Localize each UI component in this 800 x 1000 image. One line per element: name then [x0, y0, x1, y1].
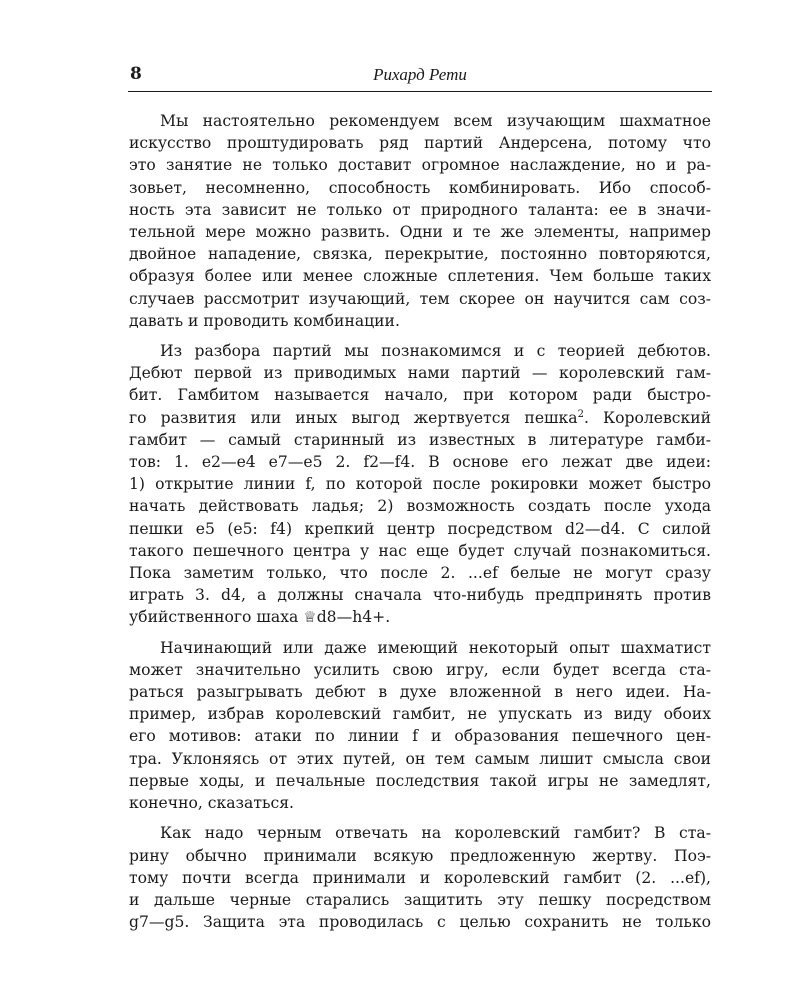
- text-line: конечно, сказаться.: [129, 794, 294, 813]
- text-line: тельной мере можно развить. Одни и те же элементы, например: [129, 223, 711, 242]
- text-line: гамбит — самый старинный из известных в литературе гамби-: [129, 430, 711, 449]
- text-segment: d8—h4+.: [316, 608, 391, 627]
- text-line: первые ходы, и печальные последствия такой игры не замедлят,: [129, 771, 711, 790]
- text-segment: го развития или иных выгод жертвуется пешка: [129, 408, 578, 427]
- text-line: Дебют первой из приводимых нами партий — королевский гам-: [129, 364, 711, 383]
- text-line: тов: 1. e2—e4 e7—e5 2. f2—f4. В основе его лежат две идеи:: [129, 453, 711, 472]
- text-line: начать действовать ладья; 2) возможность создать после ухода: [129, 497, 711, 516]
- text-line: тра. Уклоняясь от этих путей, он тем самым лишит смысла свои: [129, 749, 711, 768]
- text-line: Начинающий или даже имеющий некоторый опыт шахматист: [160, 638, 711, 657]
- text-line: может значительно усилить свою игру, если будет всегда ста-: [129, 660, 711, 679]
- text-line: его мотивов: атаки по линии f и образования пешечного цен-: [129, 727, 711, 746]
- paragraph-2: [129, 340, 711, 629]
- text-line: бит. Гамбитом называется начало, при котором ради быстро-: [129, 386, 711, 405]
- text-line: Пока заметим только, что после 2. ...ef белые не могут сразу: [129, 564, 711, 583]
- text-line: Из разбора партий мы познакомимся и с теорией дебютов.: [160, 342, 711, 361]
- text-line: зовьет, несомненно, способность комбинировать. Ибо способ-: [129, 178, 711, 197]
- text-line: и дальше черные старались защитить эту пешку посредством: [129, 890, 711, 909]
- header-rule: [128, 91, 712, 92]
- text-line: образуя более или менее сложные сплетения. Чем больше таких: [129, 267, 711, 286]
- text-line: случаев рассмотрит изучающий, тем скорее он научится сам соз-: [129, 289, 711, 308]
- text-line: тому почти всегда принимали и королевский гамбит (2. ...ef),: [129, 868, 711, 887]
- text-line: давать и проводить комбинации.: [129, 311, 400, 330]
- running-title: Рихард Рети: [373, 65, 467, 84]
- text-line: ность эта зависит не только от природного таланта: ее в значи-: [129, 200, 711, 219]
- page-header: [128, 64, 712, 90]
- text-line: пример, избрав королевский гамбит, не упускать из виду обоих: [129, 705, 711, 724]
- text-line: раться разыгрывать дебют в духе вложенной в него идеи. На-: [129, 683, 711, 702]
- text-line: Мы настоятельно рекомендуем всем изучающим шахматное: [160, 112, 711, 130]
- page-number: 8: [130, 64, 142, 84]
- paragraph-4: [129, 822, 711, 933]
- text-line: искусство проштудировать ряд партий Андерсена, потому что: [129, 134, 711, 153]
- footnote-mark: 2: [577, 408, 584, 420]
- text-line: играть 3. d4, а должны сначала что-нибудь предпринять против: [129, 586, 711, 605]
- paragraph-1: [129, 110, 711, 332]
- text-line: рину обычно принимали всякую предложенную жертву. Поэ-: [129, 846, 711, 865]
- text-line: пешки e5 (e5: f4) крепкий центр посредством d2—d4. С силой: [129, 519, 711, 538]
- text-line: это занятие не только доставит огромное наслаждение, но и ра-: [129, 156, 711, 175]
- text-line: 1) открытие линии f, по которой после рокировки может быстро: [129, 475, 711, 494]
- text-segment: . Королевский: [583, 408, 712, 427]
- queen-icon: ♕: [303, 608, 317, 627]
- text-line: Как надо черным отвечать на королевский гамбит? В ста-: [160, 824, 711, 843]
- paragraph-3: [129, 637, 711, 815]
- text-line: двойное нападение, связка, перекрытие, постоянно повторяются,: [129, 245, 711, 264]
- body-text: [129, 110, 711, 941]
- text-line-with-queen: [129, 606, 711, 628]
- text-line: g7—g5. Защита эта проводилась с целью сохранить не только: [129, 913, 711, 932]
- text-line-with-footnote: [129, 407, 711, 429]
- text-line: такого пешечного центра у нас еще будет случай познакомиться.: [129, 541, 711, 560]
- text-segment: убийственного шаха: [129, 608, 304, 627]
